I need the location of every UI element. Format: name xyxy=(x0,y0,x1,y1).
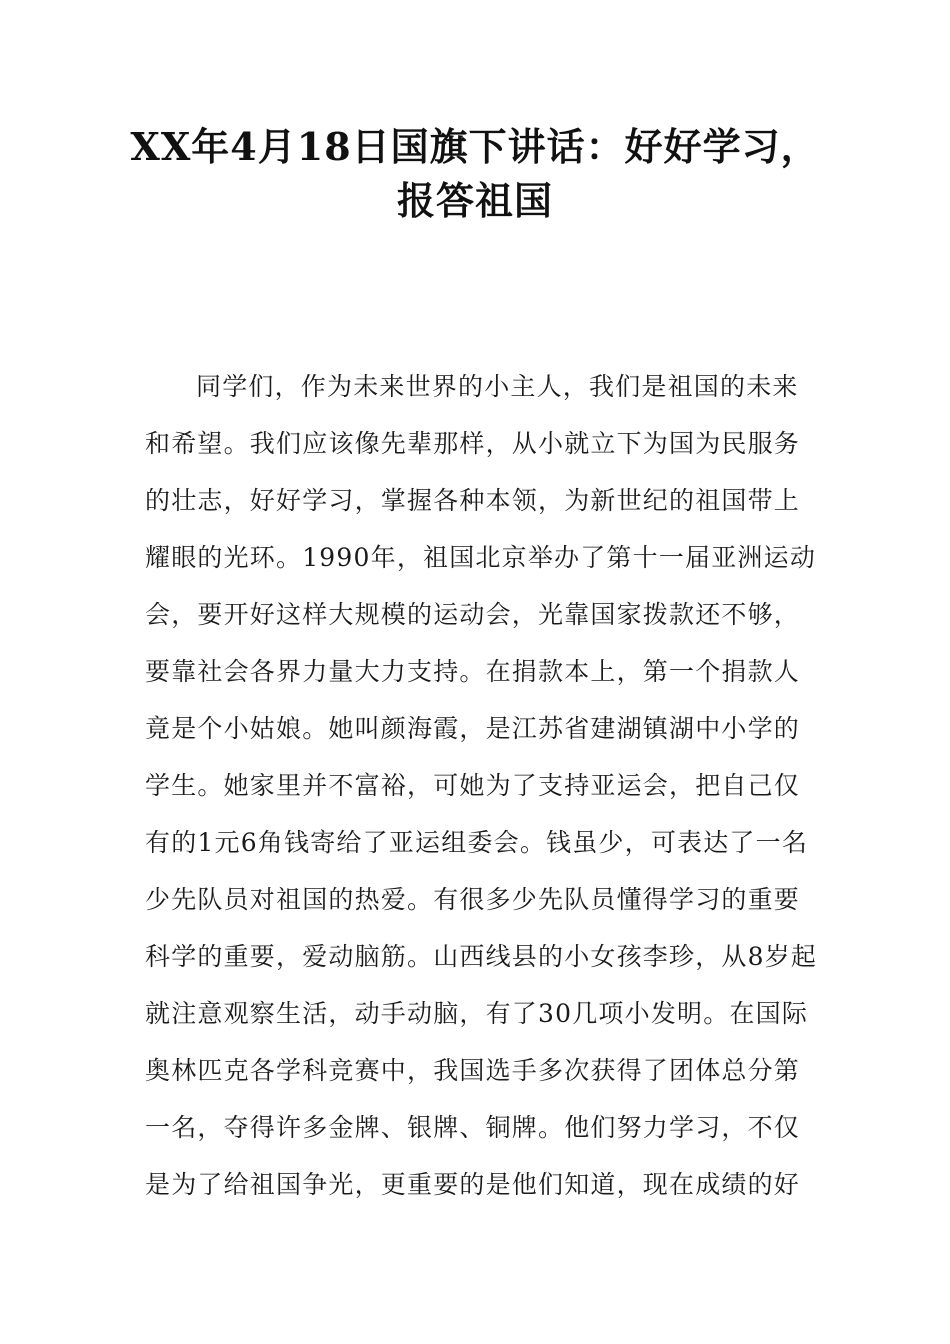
paragraph-line: 奥林匹克各学科竞赛中，我国选手多次获得了团体总分第 xyxy=(145,1056,801,1085)
paragraph-line: 会，要开好这样大规模的运动会，光靠国家拨款还不够， xyxy=(145,600,801,629)
paragraph-line: 一名，夺得许多金牌、银牌、铜牌。他们努力学习，不仅 xyxy=(145,1113,801,1142)
paragraph-line: 要靠社会各界力量大力支持。在捐款本上，第一个捐款人 xyxy=(145,657,801,686)
paragraph-line: 科学的重要，爱动脑筋。山西线县的小女孩李珍，从8岁起 xyxy=(145,942,818,971)
paragraph-line: 就注意观察生活，动手动脑，有了30几项小发明。在国际 xyxy=(145,999,809,1028)
paragraph-line: 耀眼的光环。1990年，祖国北京举办了第十一届亚洲运动 xyxy=(145,543,817,572)
document-title-line-2: 报答祖国 xyxy=(396,178,553,223)
paragraph-line: 有的1元6角钱寄给了亚运组委会。钱虽少，可表达了一名 xyxy=(145,828,809,857)
paragraph-line: 和希望。我们应该像先辈那样，从小就立下为国为民服务 xyxy=(145,429,801,458)
paragraph-line: 少先队员对祖国的热爱。有很多少先队员懂得学习的重要 xyxy=(145,885,801,914)
paragraph-line: 同学们，作为未来世界的小主人，我们是祖国的未来 xyxy=(196,372,799,401)
paragraph-line: 竟是个小姑娘。她叫颜海霞，是江苏省建湖镇湖中小学的 xyxy=(145,714,801,743)
paragraph-line: 学生。她家里并不富裕，可她为了支持亚运会，把自己仅 xyxy=(145,771,801,800)
paragraph-line: 的壮志，好好学习，掌握各种本领，为新世纪的祖国带上 xyxy=(145,486,801,515)
paragraph-line: 是为了给祖国争光，更重要的是他们知道，现在成绩的好 xyxy=(145,1170,801,1199)
document-title-line-1: XX年4月18日国旗下讲话：好好学习， xyxy=(130,124,820,169)
